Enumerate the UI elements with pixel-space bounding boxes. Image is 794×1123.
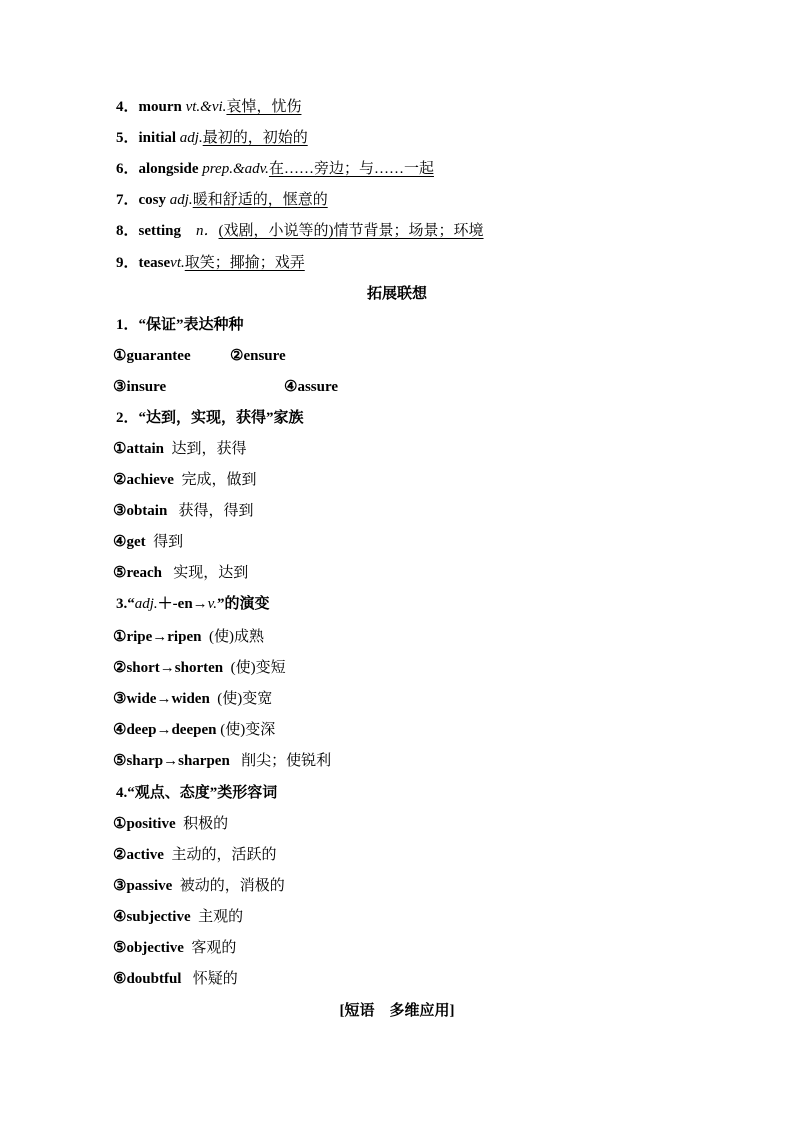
vocab-number: 6． [116, 161, 139, 177]
vocab-number: 4． [116, 99, 139, 115]
item-word: ③passive [113, 878, 173, 894]
section-heading [0, 281, 794, 307]
item-meaning: 获得，得到 [178, 503, 254, 519]
list-item [0, 935, 794, 961]
item-word: ①positive [113, 816, 176, 832]
item-meaning: 得到 [153, 534, 184, 550]
group3-title: 3.“adj.＋-en→v.”的演变 [116, 596, 270, 612]
group-title [0, 312, 794, 338]
vocab-number: 8． [116, 223, 139, 239]
item-meaning: 积极的 [183, 816, 229, 832]
vocab-word: tease [138, 255, 171, 271]
item-meaning: (使)变短 [230, 660, 286, 676]
item-meaning: 削尖；使锐利 [241, 753, 332, 769]
vocab-meaning: 最初的，初始的 [202, 130, 308, 146]
list-item [0, 842, 794, 868]
vocab-number: 5． [116, 130, 139, 146]
group2-title: 2．“达到，实现，获得”家族 [116, 410, 304, 426]
vocab-meaning: 哀悼，忧伤 [226, 99, 302, 115]
group-title [0, 780, 794, 806]
item-word: ④deep→deepen [113, 722, 217, 738]
group1-row [0, 343, 794, 369]
vocab-pos: n． [196, 223, 219, 239]
item-meaning: 主动的，活跃的 [171, 847, 277, 863]
item-word: ②active [113, 847, 164, 863]
list-item [0, 655, 794, 681]
item-meaning: (使)变宽 [217, 691, 273, 707]
vocab-word: alongside [138, 161, 203, 177]
item-meaning: 实现，达到 [173, 565, 249, 581]
list-item [0, 467, 794, 493]
list-item [0, 436, 794, 462]
list-item [0, 966, 794, 992]
vocab-item [0, 250, 794, 276]
vocab-pos: adj. [179, 130, 203, 146]
item-word: ①ripe→ripen [113, 629, 202, 645]
list-item: ①guarantee [113, 348, 191, 364]
vocab-item [0, 125, 794, 151]
vocab-pos: vt.&vi. [185, 99, 227, 115]
vocab-pos: adj. [169, 192, 193, 208]
vocab-item [0, 156, 794, 182]
item-word: ⑤sharp→sharpen [113, 753, 230, 769]
section-heading [0, 998, 794, 1024]
item-meaning: (使)变深 [220, 722, 276, 738]
item-word: ⑤reach [113, 565, 162, 581]
item-word: ⑤objective [113, 940, 184, 956]
item-meaning: 客观的 [191, 940, 237, 956]
list-item [0, 873, 794, 899]
vocab-word: cosy [138, 192, 170, 208]
vocab-word: setting [138, 223, 197, 239]
list-item [0, 624, 794, 650]
vocab-meaning: (戏剧，小说等的)情节背景；场景；环境 [218, 223, 484, 239]
vocab-meaning: 在……旁边；与……一起 [268, 161, 434, 177]
item-meaning: 达到，获得 [171, 441, 247, 457]
list-item [0, 560, 794, 586]
item-meaning: 完成，做到 [181, 472, 257, 488]
group1-row [0, 374, 794, 400]
item-word: ④subjective [113, 909, 191, 925]
item-word: ⑥doubtful [113, 971, 182, 987]
list-item [0, 811, 794, 837]
item-meaning: 怀疑的 [192, 971, 238, 987]
group-title [0, 405, 794, 431]
item-word: ①attain [113, 441, 164, 457]
list-item [0, 529, 794, 555]
vocab-item [0, 94, 794, 120]
item-meaning: (使)成熟 [208, 629, 264, 645]
group-title [0, 591, 794, 617]
vocab-item [0, 218, 794, 244]
section-title: 拓展联想 [366, 286, 427, 302]
vocab-number: 9． [116, 255, 139, 271]
vocab-pos: prep.&adv. [202, 161, 269, 177]
group4-title: 4.“观点、态度”类形容词 [116, 785, 278, 801]
list-item: ③insure [113, 379, 167, 395]
vocab-word: initial [138, 130, 180, 146]
list-item: ②ensure [230, 348, 286, 364]
list-item [0, 748, 794, 774]
list-item [0, 717, 794, 743]
vocab-meaning: 暖和舒适的，惬意的 [192, 192, 328, 208]
item-meaning: 主观的 [198, 909, 244, 925]
item-word: ③wide→widen [113, 691, 210, 707]
vocab-item [0, 187, 794, 213]
item-word: ②achieve [113, 472, 174, 488]
vocab-pos: vt. [170, 255, 185, 271]
list-item [0, 686, 794, 712]
item-word: ④get [113, 534, 146, 550]
item-meaning: 被动的，消极的 [179, 878, 285, 894]
list-item [0, 498, 794, 524]
vocab-word: mourn [138, 99, 186, 115]
group1-title: 1．“保证”表达种种 [116, 317, 244, 333]
vocab-meaning: 取笑；揶揄；戏弄 [184, 255, 305, 271]
list-item [0, 904, 794, 930]
vocab-number: 7． [116, 192, 139, 208]
list-item: ④assure [284, 379, 339, 395]
footer-title: [短语 多维应用] [339, 1003, 455, 1019]
item-word: ③obtain [113, 503, 168, 519]
item-word: ②short→shorten [113, 660, 224, 676]
